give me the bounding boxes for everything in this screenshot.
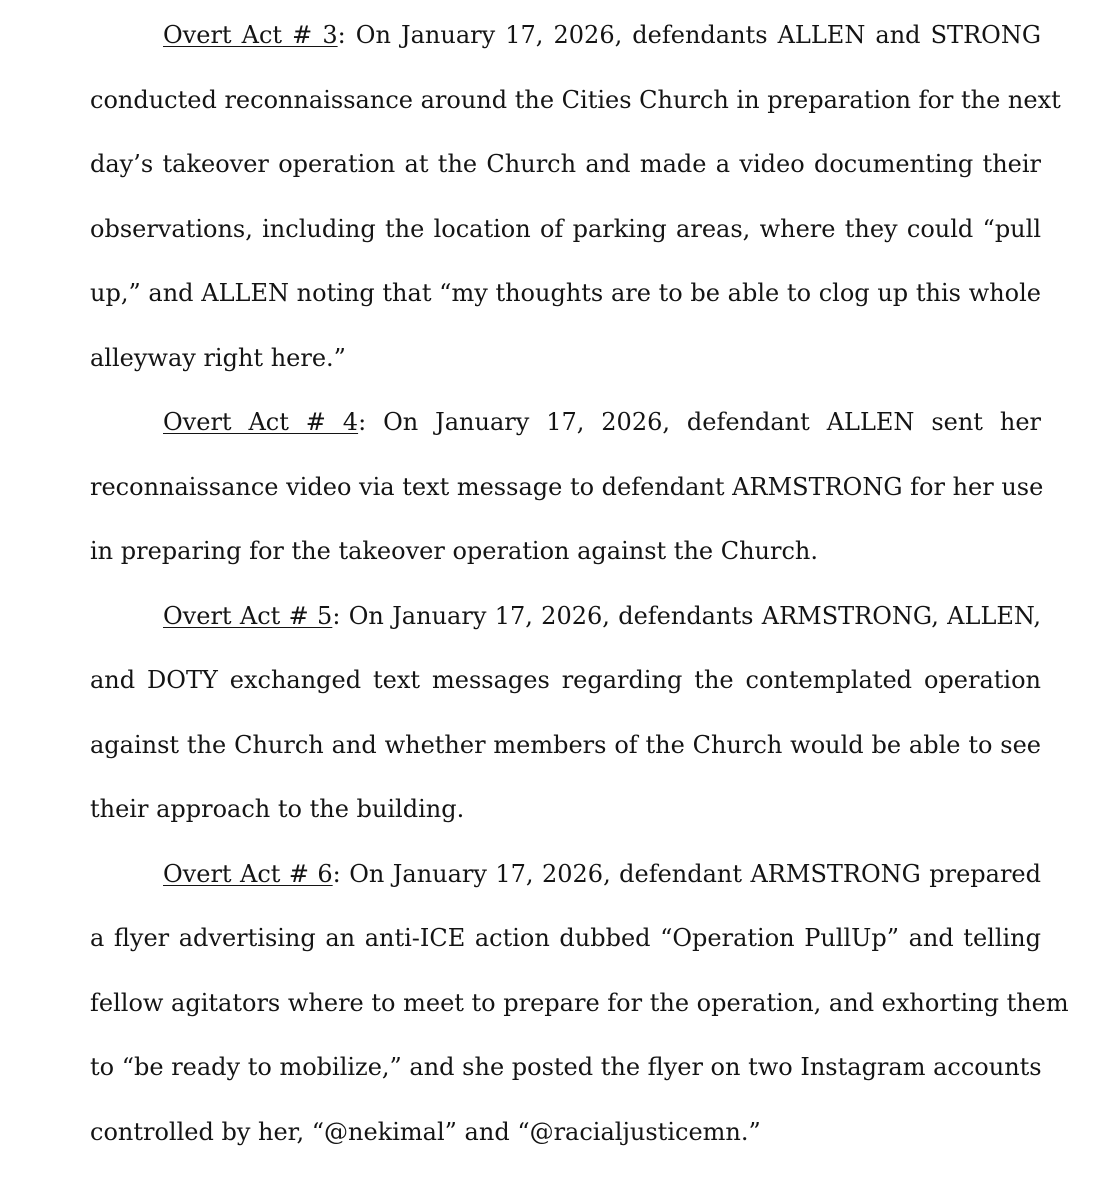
paragraph-line (90, 399, 1041, 464)
line-text: : On January 17, 2026, defendant ALLEN sent her (358, 408, 1041, 436)
line-text: : On January 17, 2026, defendant ARMSTRONG prepared (332, 859, 1041, 888)
paragraph-line (90, 593, 1041, 658)
paragraph-line: conducted reconnaissance around the Cities Church in preparation for the next (90, 85, 1061, 114)
line-text: : On January 17, 2026, defendants ALLEN and STRONG (337, 21, 1041, 49)
overt-act-label: Overt Act # 5 (163, 601, 333, 630)
paragraph-line: up,” and ALLEN noting that “my thoughts are to be able to clog up this whole (90, 279, 1041, 307)
paragraph-line (90, 12, 1041, 77)
paragraph-line: against the Church and whether members of the Church would be able to see (90, 730, 1041, 759)
paragraph-line: a flyer advertising an anti-ICE action dubbed “Operation PullUp” and telling (90, 924, 1041, 952)
paragraph-line: and DOTY exchanged text messages regarding the contemplated operation (90, 666, 1041, 694)
overt-act-label: Overt Act # 3 (163, 21, 338, 49)
paragraph-line: day’s takeover operation at the Church and made a video documenting their (90, 150, 1041, 178)
overt-act-3-paragraph (90, 12, 1061, 399)
document-body (90, 12, 1069, 1173)
paragraph-line: to “be ready to mobilize,” and she posted the flyer on two Instagram accounts (90, 1053, 1042, 1081)
overt-act-label: Overt Act # 4 (163, 408, 359, 436)
paragraph-line: controlled by her, “@nekimal” and “@racialjusticemn.” (90, 1117, 761, 1146)
paragraph-line: alleyway right here.” (90, 343, 346, 372)
overt-act-5-paragraph (90, 593, 1041, 851)
line-text: : On January 17, 2026, defendants ARMSTRONG, ALLEN, (332, 601, 1041, 630)
paragraph-line: in preparing for the takeover operation against the Church. (90, 537, 819, 565)
overt-act-4-paragraph (90, 399, 1044, 593)
overt-act-6-paragraph (90, 851, 1069, 1174)
paragraph-line: reconnaissance video via text message to defendant ARMSTRONG for her use (90, 472, 1044, 501)
paragraph-line: observations, including the location of parking areas, where they could “pull (90, 214, 1041, 243)
paragraph-line: fellow agitators where to meet to prepare for the operation, and exhorting them (90, 988, 1069, 1017)
overt-act-label: Overt Act # 6 (163, 859, 333, 888)
paragraph-line: their approach to the building. (90, 795, 465, 823)
paragraph-line (90, 851, 1041, 916)
